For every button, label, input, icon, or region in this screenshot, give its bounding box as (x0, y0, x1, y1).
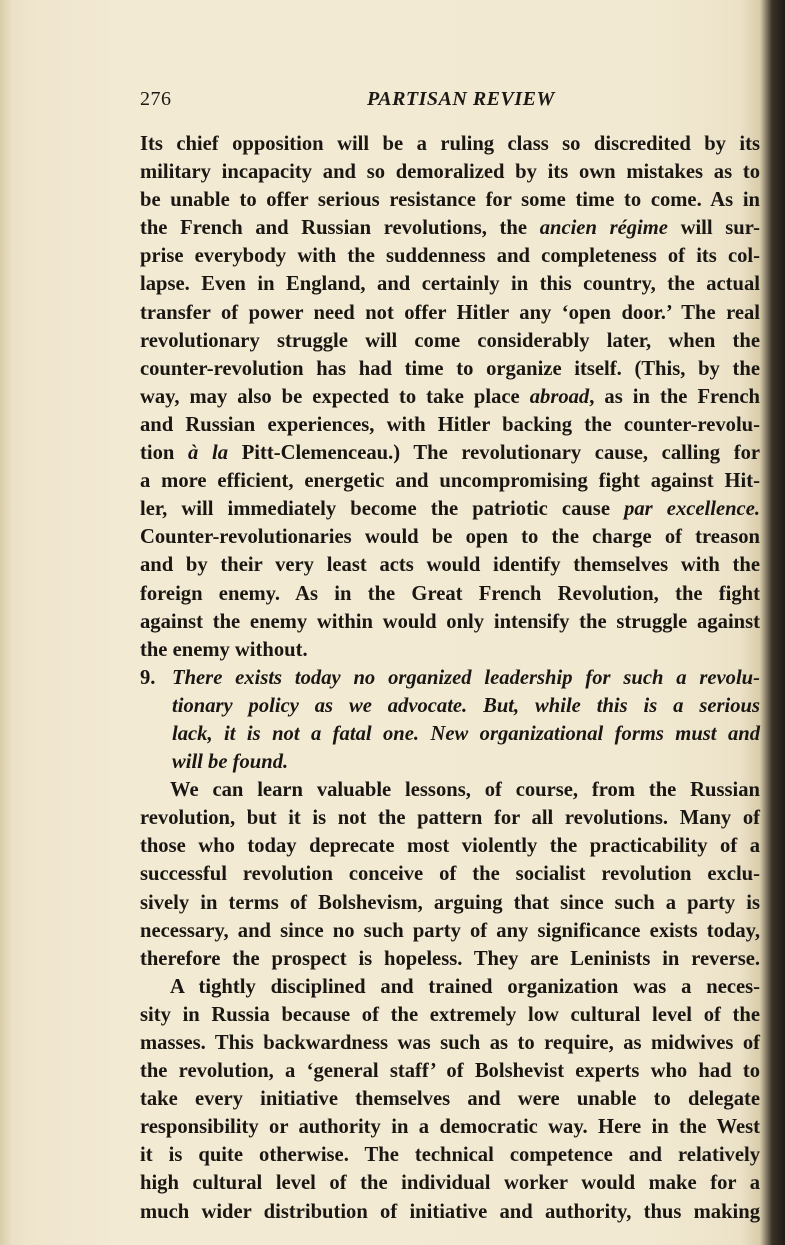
text-line: much wider distribution of initiative and authority, thus making (140, 1200, 760, 1223)
thesis-9 (140, 664, 760, 776)
text-line: masses. This backwardness was such as to require, as midwives of (140, 1032, 760, 1054)
text-line: successful revolution conceive of the socialist revolution exclu- (140, 863, 760, 886)
italic-phrase: à la (188, 442, 229, 465)
text-line: take every initiative themselves and were unable to delegate (140, 1088, 760, 1111)
text-line: transfer of power need not offer Hitler any ‘open door.’ The real (140, 301, 760, 324)
text-line: high cultural level of the individual worker would make for a (140, 1172, 760, 1195)
paragraph-3 (140, 973, 760, 1226)
text-line: and Russian experiences, with Hitler backing the counter-revolu- (140, 413, 760, 436)
thesis-text: There exists today no organized leadership for such a revolu- (172, 666, 760, 689)
text-line: lapse. Even in England, and certainly in this country, the actual (140, 273, 760, 296)
text-run: tion (140, 442, 189, 465)
text-line: it is quite otherwise. The technical competence and relatively (140, 1144, 760, 1167)
text-line: a more efficient, energetic and uncompromising fight against Hit- (140, 470, 760, 493)
text-line: and by their very least acts would identify themselves with the (140, 554, 760, 577)
thesis-line (140, 664, 760, 692)
italic-phrase: abroad (529, 385, 590, 408)
journal-title: PARTISAN REVIEW (367, 88, 555, 110)
paragraph-2 (140, 776, 760, 973)
text-line (140, 383, 760, 411)
text-line: the enemy without. (140, 638, 308, 661)
text-line: Counter-revolutionaries would be open to the charge of treason (140, 526, 760, 549)
text-line: necessary, and since no such party of any significance exists today, (140, 919, 760, 942)
text-line: foreign enemy. As in the Great French Revolution, the fight (140, 582, 760, 605)
paragraph-1 (140, 130, 760, 664)
text-line (140, 495, 760, 523)
text-run: ler, will immediately become the patriotic cause (140, 498, 625, 521)
text-line: against the enemy within would only intensify the struggle against (140, 610, 760, 633)
text-line (140, 439, 760, 467)
text-line: revolution, but it is not the pattern for all revolutions. Many of (140, 807, 760, 830)
text-line: the revolution, a ‘general staff’ of Bolshevist experts who had to (140, 1060, 760, 1083)
text-line: We can learn valuable lessons, of course, from the Russian (170, 779, 760, 802)
italic-phrase: par excellence. (624, 498, 760, 521)
italic-phrase: ancien régime (539, 217, 668, 240)
text-line: counter-revolution has had time to organize itself. (This, by the (140, 357, 760, 380)
running-head (140, 88, 762, 118)
thesis-line: will be found. (172, 751, 289, 774)
thesis-line: tionary policy as we advocate. But, while this is a serious (172, 694, 760, 717)
thesis-line: lack, it is not a fatal one. New organizational forms must and (172, 722, 760, 745)
text-line: therefore the prospect is hopeless. They are Leninists in reverse. (140, 947, 760, 970)
text-line: military incapacity and so demoralized by its own mistakes as to (140, 161, 760, 184)
text-line: prise everybody with the suddenness and completeness of its col- (140, 245, 760, 268)
text-run: Pitt-Clemenceau.) The revolutionary cause, calling for (228, 442, 761, 465)
text-line: Its chief opposition will be a ruling class so discredited by its (140, 133, 760, 155)
text-run: way, may also be expected to take place (140, 385, 530, 408)
text-line: revolutionary struggle will come considerably later, when the (140, 329, 760, 352)
text-run: the French and Russian revolutions, the (140, 217, 540, 240)
page-number: 276 (140, 88, 172, 110)
text-run: will sur- (667, 217, 760, 240)
text-line: A tightly disciplined and trained organization was a neces- (170, 975, 760, 998)
text-line: those who today deprecate most violently the practicability of a (140, 835, 760, 858)
text-line (140, 214, 760, 242)
body-text (140, 130, 760, 1226)
text-line: sity in Russia because of the extremely low cultural level of the (140, 1003, 760, 1026)
text-line: sively in terms of Bolshevism, arguing that since such a party is (140, 891, 760, 914)
text-line: be unable to offer serious resistance for some time to come. As in (140, 189, 760, 212)
page-gutter (0, 0, 14, 1245)
thesis-number: 9. (140, 666, 156, 689)
text-run: , as in the French (589, 385, 761, 408)
text-line: responsibility or authority in a democratic way. Here in the West (140, 1116, 760, 1139)
